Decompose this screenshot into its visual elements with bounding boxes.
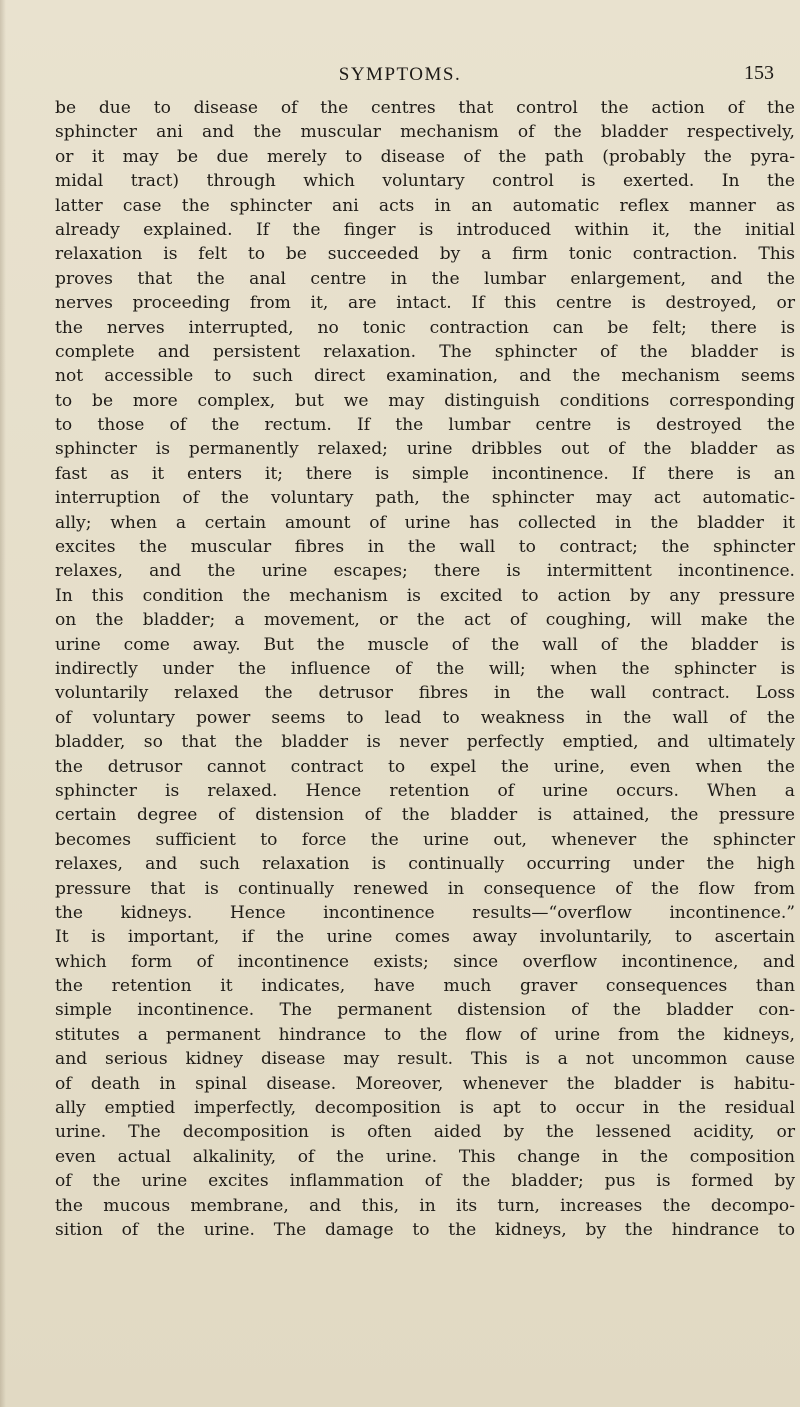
text-line: even actual alkalinity, of the urine. This change in the composition [55,1146,795,1167]
text-line: sphincter ani and the muscular mechanism of the bladder respectively, [55,122,795,143]
text-line: complete and persistent relaxation. The sphincter of the bladder is [55,341,795,362]
text-line: It is important, if the urine comes away involuntarily, to ascertain [55,927,795,948]
text-line: midal tract) through which voluntary control is exerted. In the [55,171,795,192]
text-line: of the urine excites inflammation of the bladder; pus is formed by [55,1171,795,1192]
text-line: sphincter is permanently relaxed; urine dribbles out of the bladder as [55,439,795,460]
text-line: stitutes a permanent hindrance to the flow of urine from the kidneys, [55,1024,795,1045]
text-line: relaxes, and such relaxation is continually occurring under the high [55,854,795,875]
page-number: 153 [744,62,774,84]
text-line: the kidneys. Hence incontinence results—“overflow incontinence.” [55,902,795,923]
text-line: the mucous membrane, and this, in its turn, increases the decompo- [55,1195,795,1216]
body-paragraph [55,96,795,1242]
text-line: the detrusor cannot contract to expel the urine, even when the [55,756,795,777]
text-line: bladder, so that the bladder is never perfectly emptied, and ultimately [55,732,795,753]
text-line: and serious kidney disease may result. This is a not uncommon cause [55,1049,795,1070]
text-line: relaxation is felt to be succeeded by a firm tonic contraction. This [55,244,795,265]
text-line: simple incontinence. The permanent distension of the bladder con- [55,1000,795,1021]
text-line: excites the muscular fibres in the wall to contract; the sphincter [55,537,795,558]
text-line: or it may be due merely to disease of the path (probably the pyra- [55,146,795,167]
text-line: of voluntary power seems to lead to weakness in the wall of the [55,707,795,728]
text-line: to those of the rectum. If the lumbar centre is destroyed the [55,415,795,436]
text-line: of death in spinal disease. Moreover, whenever the bladder is habitu- [55,1073,795,1094]
text-line: ally; when a certain amount of urine has collected in the bladder it [55,512,795,533]
text-line: In this condition the mechanism is excited to action by any pressure [55,585,795,606]
text-line: sition of the urine. The damage to the kidneys, by the hindrance to [55,1219,795,1240]
text-line: proves that the anal centre in the lumbar enlargement, and the [55,268,795,289]
text-line: to be more complex, but we may distinguish conditions corresponding [55,390,795,411]
text-line: which form of incontinence exists; since overflow incontinence, and [55,951,795,972]
page-edge-shadow [0,0,6,1407]
text-line: not accessible to such direct examination, and the mechanism seems [55,366,795,387]
text-line: voluntarily relaxed the detrusor fibres in the wall contract. Loss [55,683,795,704]
text-line: on the bladder; a movement, or the act of coughing, will make the [55,610,795,631]
text-line: sphincter is relaxed. Hence retention of urine occurs. When a [55,780,795,801]
text-line: certain degree of distension of the bladder is attained, the pressure [55,805,795,826]
text-line: urine come away. But the muscle of the wall of the bladder is [55,634,795,655]
text-line: interruption of the voluntary path, the sphincter may act automatic- [55,488,795,509]
text-line: already explained. If the finger is introduced within it, the initial [55,219,795,240]
text-line: urine. The decomposition is often aided by the lessened acidity, or [55,1122,795,1143]
text-line: becomes sufficient to force the urine out, whenever the sphincter [55,829,795,850]
text-line: nerves proceeding from it, are intact. If this centre is destroyed, or [55,293,795,314]
text-line: the retention it indicates, have much graver consequences than [55,976,795,997]
text-line: pressure that is continually renewed in consequence of the flow from [55,878,795,899]
text-line: the nerves interrupted, no tonic contraction can be felt; there is [55,317,795,338]
text-line: indirectly under the influence of the will; when the sphincter is [55,658,795,679]
running-head: SYMPTOMS. [338,64,462,85]
text-line: be due to disease of the centres that control the action of the [55,98,795,118]
text-line: relaxes, and the urine escapes; there is intermittent incontinence. [55,561,795,582]
text-line: fast as it enters it; there is simple incontinence. If there is an [55,463,795,484]
page-header [0,58,800,88]
text-line: latter case the sphincter ani acts in an automatic reflex manner as [55,195,795,216]
text-line: ally emptied imperfectly, decomposition is apt to occur in the residual [55,1098,795,1119]
